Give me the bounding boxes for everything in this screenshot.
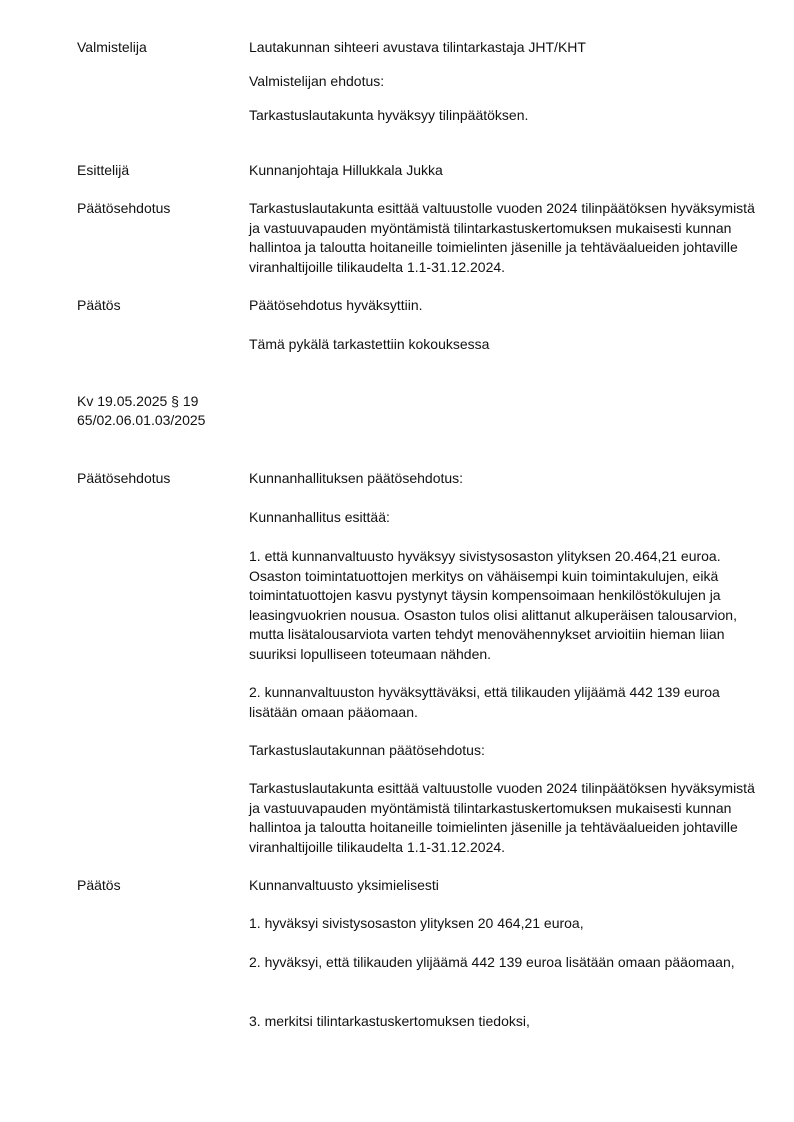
decision-item-2: 2. hyväksyi, että tilikauden ylijäämä 442 139 euroa lisätään omaan pääomaan, <box>249 954 735 970</box>
kunnanhallitus-proposal-heading: Kunnanhallituksen päätösehdotus: <box>249 470 464 486</box>
paatos-1-checked-note: Tämä pykälä tarkastettiin kokouksessa <box>249 336 490 352</box>
decision-item-3: 3. merkitsi tilintarkastuskertomuksen tiedoksi, <box>249 1013 530 1029</box>
paatos-2-intro: Kunnanvaltuusto yksimielisesti <box>249 877 439 893</box>
valmistelija-text: Lautakunnan sihteeri avustava tilintarkastaja JHT/KHT <box>249 39 586 55</box>
label-paatos-1: Päätös <box>77 297 121 313</box>
tarkastuslautakunta-proposal-text: Tarkastuslautakunta esittää valtuustolle vuoden 2024 tilinpäätöksen hyväksymistä ja vastuuvapauden myöntämistä tilintarkastuskertomuksen mukaisesti kunnan hallintoa ja taloutta hoitaneille toimielinten jäsenille ja tehtäväalueiden johtaville viranhaltijoille tilikaudelta 1.1-31.12.2024. <box>249 780 755 855</box>
proposal-item-2: 2. kunnanvaltuuston hyväksyttäväksi, että tilikauden ylijäämä 442 139 euroa lisätään omaan pääomaan. <box>249 684 720 720</box>
decision-item-1: 1. hyväksyi sivistysosaston ylityksen 20 464,21 euroa, <box>249 915 584 931</box>
label-paatos-2: Päätös <box>77 877 121 893</box>
label-paatosehdotus-1: Päätösehdotus <box>77 200 171 216</box>
valmistelijan-ehdotus-text: Tarkastuslautakunta hyväksyy tilinpäätöksen. <box>249 107 529 123</box>
proposal-item-1: 1. että kunnanvaltuusto hyväksyy sivistysosaston ylityksen 20.464,21 euroa. Osaston toimintatuottojen merkitys on vähäisempi kuin toimintakulujen, eikä toimintatuottojen kasvu pystynyt täysin kompensoimaan henkilöstökulujen ja leasingvuokrien nousua. Osaston tulos olisi alittanut alkuperäisen talousarvion, mutta lisätalousarviota varten tehdyt menovähennykset arvioitiin hieman liian suuriksi lopulliseen toteumaan nähden. <box>249 548 737 662</box>
tarkastuslautakunta-proposal-heading: Tarkastuslautakunnan päätösehdotus: <box>249 742 485 758</box>
kv-diary-number: 65/02.06.01.03/2025 <box>77 412 206 428</box>
paatosehdotus-1-text: Tarkastuslautakunta esittää valtuustolle vuoden 2024 tilinpäätöksen hyväksymistä ja vastuuvapauden myöntämistä tilintarkastuskertomuksen mukaisesti kunnan hallintoa ja taloutta hoitaneille toimielinten jäsenille ja tehtäväalueiden johtaville viranhaltijoille tilikaudelta 1.1-31.12.2024. <box>249 200 755 275</box>
esittelija-text: Kunnanjohtaja Hillukkala Jukka <box>249 162 443 178</box>
label-paatosehdotus-2: Päätösehdotus <box>77 470 171 486</box>
label-valmistelija: Valmistelija <box>77 39 147 55</box>
kunnanhallitus-esittaa: Kunnanhallitus esittää: <box>249 509 390 525</box>
label-esittelija: Esittelijä <box>77 162 130 178</box>
kv-meeting-reference: Kv 19.05.2025 § 19 <box>77 393 199 409</box>
paatos-1-text: Päätösehdotus hyväksyttiin. <box>249 297 423 313</box>
valmistelijan-ehdotus-heading: Valmistelijan ehdotus: <box>249 73 385 89</box>
